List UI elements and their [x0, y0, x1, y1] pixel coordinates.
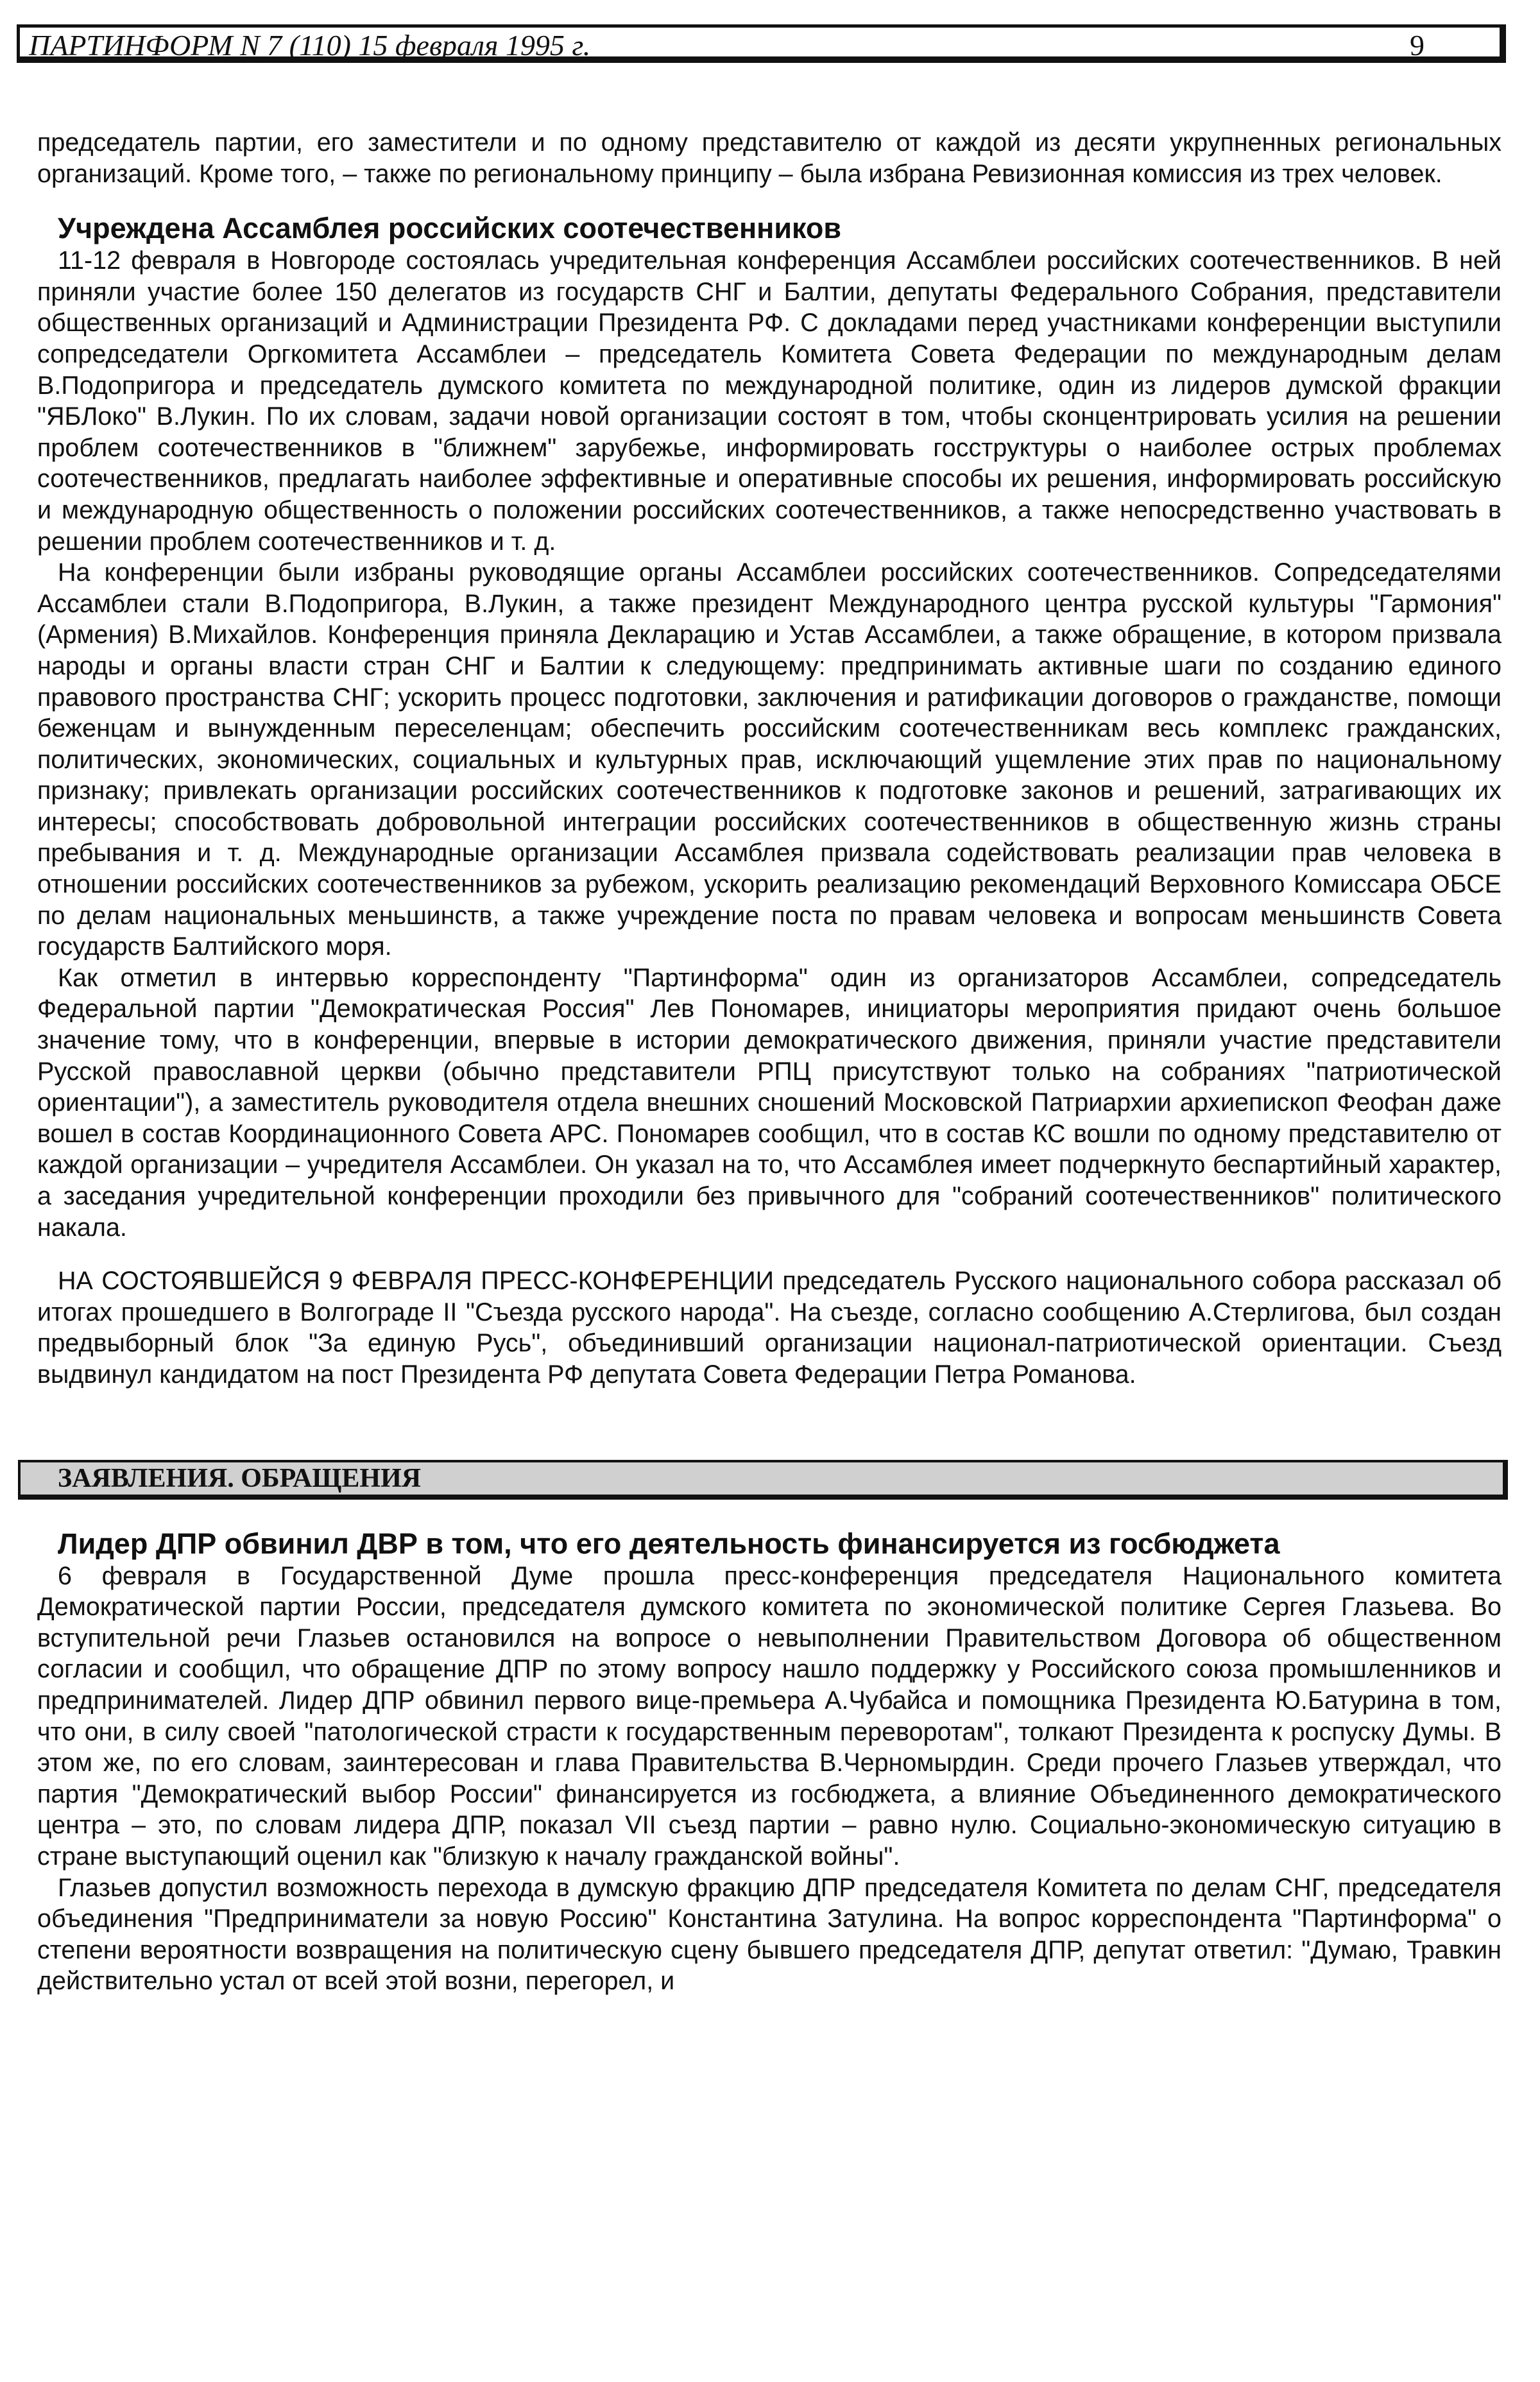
intro-paragraph: председатель партии, его заместители и по одному представителю от каждой из десяти укрупненных региональных организаций. Кроме того, – также по региональному принципу – была избрана Ревизионная комиссия из трех человек. [37, 128, 1502, 188]
section-title-bar: ЗАЯВЛЕНИЯ. ОБРАЩЕНИЯ [18, 1460, 1508, 1500]
article-paragraph: На конференции были избраны руководящие органы Ассамблеи российских соотечественников. Сопредседателями Ассамблеи стали В.Подопригора, В.Лукин, а также президент Международного центра русской культуры "Гармония" (Армения) В.Михайлов. Конференция приняла Декларацию и Устав Ассамблеи, а также обращение, в котором призвала народы и органы власти стран СНГ и Балтии к следующему: предпринимать активные шаги по созданию единого правового пространства СНГ; ускорить процесс подготовки, заключения и ратификации договоров о гражданстве, помощи беженцам и вынужденным переселенцам; обеспечить российским соотечественникам весь комплекс гражданских, политических, экономических, социальных и культурных прав, исключающий ущемление этих прав по национальному признаку; привлекать организации российских соотечественников к подготовке законов и решений, затрагивающих их интересы; способствовать добровольной интеграции российских соотечественников в общественную жизнь страны пребывания и т. д. Международные организации Ассамблея призвала содействовать реализации прав человека в отношении российских соотечественников за рубежом, ускорить реализацию рекомендаций Верховного Комиссара ОБСЕ по делам национальных меньшинств, а также учреждение поста по правам человека и вопросам меньшинств Совета государств Балтийского моря. [37, 558, 1502, 961]
article-heading-dpr: Лидер ДПР обвинил ДВР в том, что его деятельность финансируется из госбюджета [58, 1527, 1280, 1560]
publication-title: ПАРТИНФОРМ N 7 (110) 15 февраля 1995 г. [29, 29, 591, 62]
article-heading-assembly: Учреждена Ассамблея российских соотечественников [58, 212, 842, 245]
article-paragraph: Как отметил в интервью корреспонденту "Партинформа" один из организаторов Ассамблеи, сопредседатель Федеральной партии "Демократическая Россия" Лев Пономарев, инициаторы мероприятия придают очень большое значение тому, что в конференции, впервые в истории демократического движения, приняли участие представители Русской православной церкви (обычно представители РПЦ присутствуют только на собраниях "патриотической ориентации"), а заместитель руководителя отдела внешних сношений Московской Патриархии архиепископ Феофан даже вошел в состав Координационного Совета АРС. Пономарев сообщил, что в состав КС вошли по одному представителю от каждой организации – учредителя Ассамблеи. Он указал на то, что Ассамблея имеет подчеркнуто беспартийный характер, а заседания учредительной конференции проходили без привычного для "собраний соотечественников" политического накала. [37, 963, 1502, 1242]
article-paragraph: 6 февраля в Государственной Думе прошла пресс-конференция председателя Национального комитета Демократической партии России, председателя думского комитета по экономической политике Сергея Глазьева. Во вступительной речи Глазьев остановился на вопросе о невыполнении Правительством Договора об общественном согласии и сообщил, что обращение ДПР по этому вопросу нашло поддержку у Российского союза промышленников и предпринимателей. Лидер ДПР обвинил первого вице-премьера А.Чубайса и помощника Президента Ю.Батурина в том, что они, в силу своей "патологической страсти к государственным переворотам", толкают Президента к роспуску Думы. В этом же, по его словам, заинтересован и глава Правительства В.Черномырдин. Среди прочего Глазьев утверждал, что партия "Демократический выбор России" финансируется из госбюджета, а влияние Объединенного демократического центра – это, по словам лидера ДПР, показал VII съезд партии – равно нулю. Социально-экономическую ситуацию в стране выступающий оценил как "близкую к началу гражданской войны". [37, 1561, 1502, 1871]
article-paragraph: Глазьев допустил возможность перехода в думскую фракцию ДПР председателя Комитета по делам СНГ, председателя объединения "Предприниматели за новую Россию" Константина Затулина. На вопрос корреспондента "Партинформа" о степени вероятности возвращения на политическую сцену бывшего председателя ДПР, депутат ответил: "Думаю, Травкин действительно устал от всей этой возни, перегорел, и [37, 1873, 1502, 1996]
article-paragraph: 11-12 февраля в Новгороде состоялась учредительная конференция Ассамблеи российских соотечественников. В ней приняли участие более 150 делегатов из государств СНГ и Балтии, депутаты Федерального Собрания, представители общественных организаций и Администрации Президента РФ. С докладами перед участниками конференции выступили сопредседатели Оргкомитета Ассамблеи – председатель Комитета Совета Федерации по международным делам В.Подопригора и председатель думского комитета по международной политике, один из лидеров думской фракции "ЯБЛоко" В.Лукин. По их словам, задачи новой организации состоят в том, чтобы сконцентрировать усилия на решении проблем соотечественников в "ближнем" зарубежье, информировать госструктуры о наиболее острых проблемах соотечественников, предлагать наиболее эффективные и оперативные способы их решения, информировать российскую и международную общественность о положении российских соотечественников, а также непосредственно участвовать в решении проблем соотечественников и т. д. [37, 246, 1502, 556]
page-number: 9 [1410, 29, 1425, 62]
page-header [17, 24, 1506, 63]
page-content [37, 127, 1502, 1997]
news-paragraph: НА СОСТОЯВШЕЙСЯ 9 ФЕВРАЛЯ ПРЕСС-КОНФЕРЕНЦИИ председатель Русского национального собора рассказал об итогах прошедшего в Волгограде II "Съезда русского народа". На съезде, согласно сообщению А.Стерлигова, был создан предвыборный блок "За единую Русь", объединивший организации национал-патриотической ориентации. Съезд выдвинул кандидатом на пост Президента РФ депутата Совета Федерации Петра Романова. [37, 1267, 1502, 1389]
